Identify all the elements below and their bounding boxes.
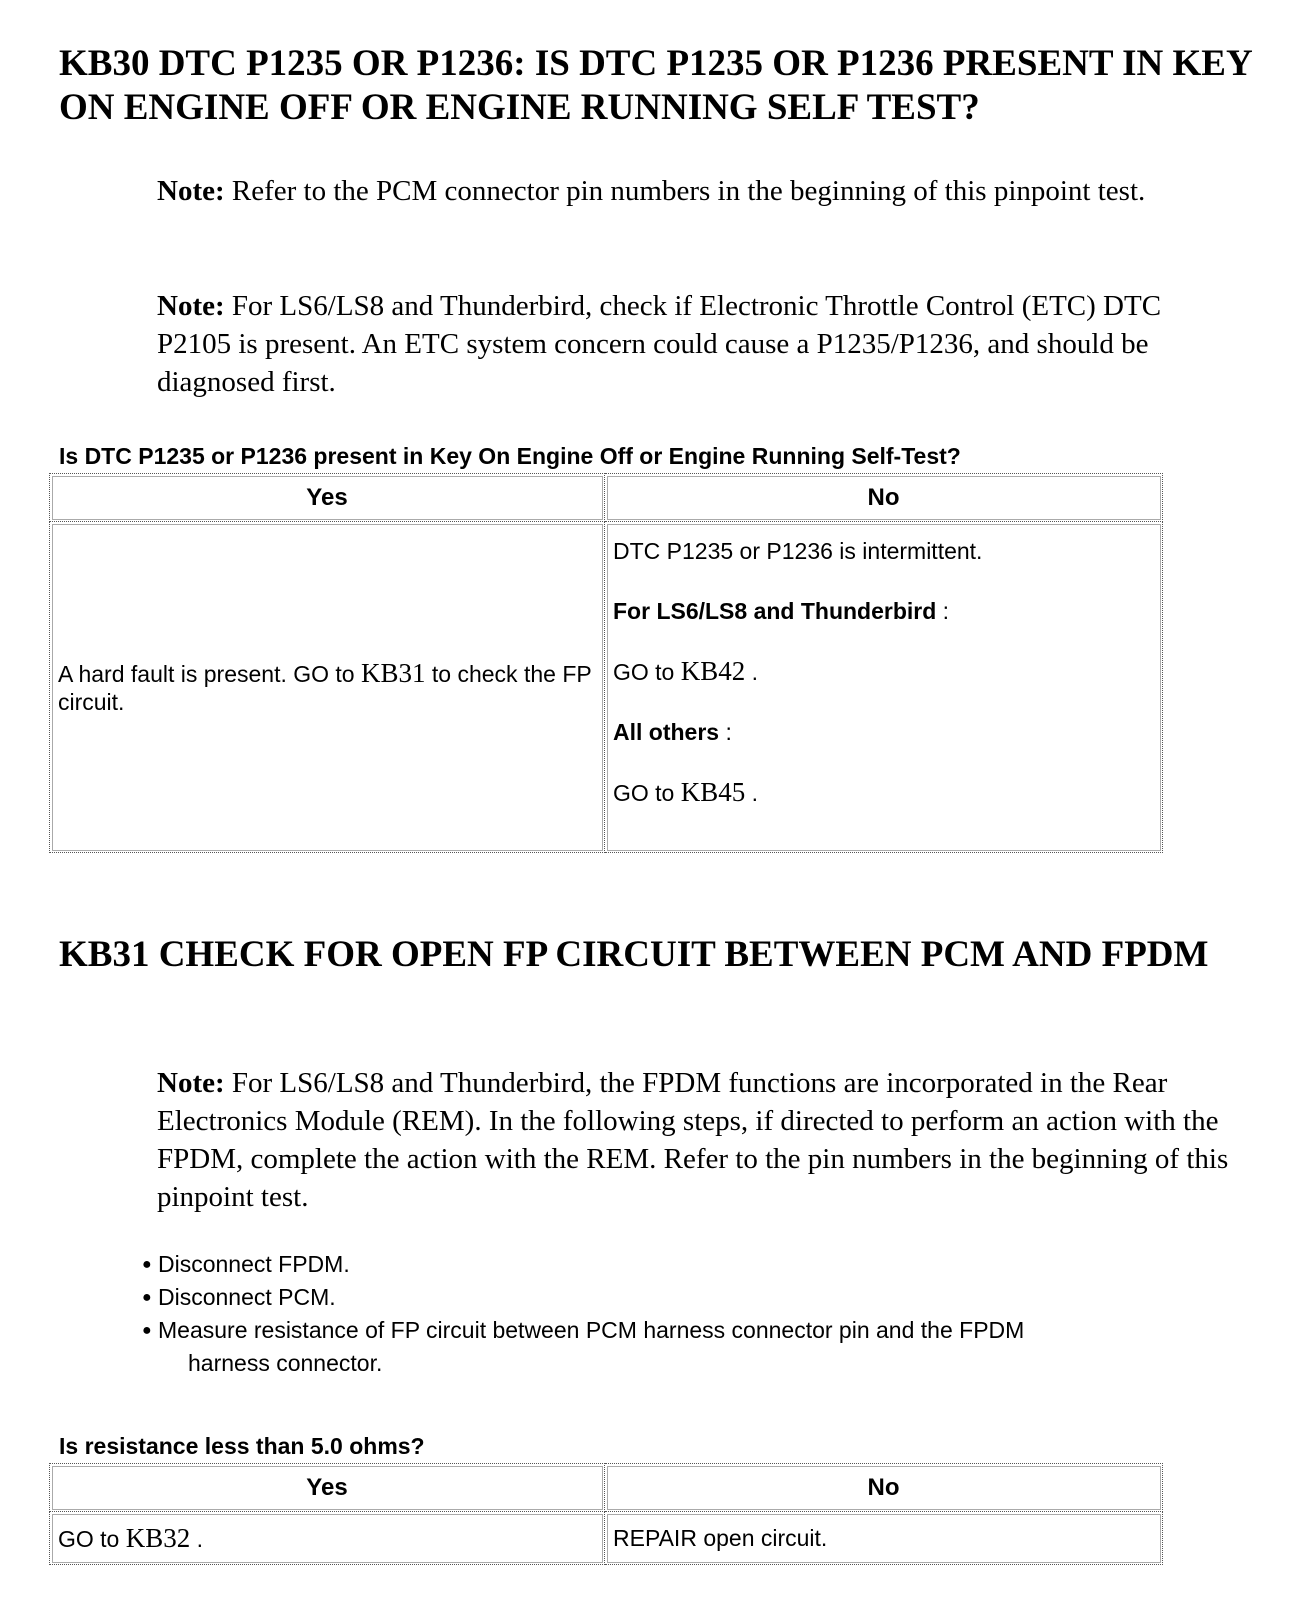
kb31-steps-list — [138, 1248, 1218, 1380]
no-label-others — [613, 717, 1154, 747]
table-row — [50, 522, 1163, 853]
go-text: GO to — [613, 659, 681, 685]
list-item — [138, 1281, 1218, 1314]
kb31-note — [157, 1064, 1237, 1216]
note-text: For LS6/LS8 and Thunderbird, check if Electronic Throttle Control (ETC) DTC P2105 is present. An ETC system concern could cause a P1235/P1236, and should be diagnosed first. — [157, 290, 1162, 398]
go-text: GO to — [613, 780, 681, 806]
bullet-icon: ● — [142, 1289, 152, 1306]
kb30-question: Is DTC P1235 or P1236 present in Key On Engine Off or Engine Running Self-Test? — [59, 443, 961, 469]
yes-header: Yes — [50, 1464, 605, 1512]
kb31-decision-table — [49, 1463, 1163, 1565]
yes-text: A hard fault is present. GO to — [58, 661, 361, 687]
note-text: For LS6/LS8 and Thunderbird, the FPDM functions are incorporated in the Rear Electronics Module (REM). In the following steps, if directed to perform an action with the FPDM, complete the action with the REM. Refer to the pin numbers in the beginning of this pinpoint test. — [157, 1067, 1229, 1213]
step-text: Disconnect FPDM. — [158, 1251, 350, 1277]
bullet-icon: ● — [142, 1322, 152, 1339]
others-label: All others — [613, 719, 720, 745]
yes-cell — [50, 522, 605, 853]
kb30-decision-table — [49, 473, 1163, 853]
link-kb32[interactable]: KB32 — [125, 1522, 191, 1553]
kb31-question: Is resistance less than 5.0 ohms? — [59, 1433, 425, 1459]
kb30-note-1 — [157, 172, 1237, 210]
no-cell — [605, 522, 1163, 853]
list-item — [138, 1248, 1218, 1281]
yes-text-cont: to check the FP circuit. — [58, 661, 592, 715]
period: . — [745, 659, 759, 685]
period: . — [745, 780, 759, 806]
note-label: Note: — [157, 290, 225, 322]
colon: : — [936, 598, 950, 624]
note-label: Note: — [157, 1067, 225, 1099]
ls6-label: For LS6/LS8 and Thunderbird — [613, 598, 937, 624]
list-item — [138, 1314, 1218, 1380]
step-text: Measure resistance of FP circuit between PCM harness connector pin and the FPDM — [158, 1317, 1025, 1343]
period: . — [190, 1525, 204, 1552]
no-header: No — [605, 1464, 1163, 1512]
no-go-kb45 — [613, 777, 1154, 808]
no-header: No — [605, 474, 1163, 522]
kb30-note-2 — [157, 287, 1237, 401]
table-header-row — [50, 474, 1163, 522]
no-go-kb42 — [613, 656, 1154, 687]
step-text: Disconnect PCM. — [158, 1284, 336, 1310]
link-kb31[interactable]: KB31 — [361, 658, 426, 688]
bullet-icon: ● — [142, 1256, 152, 1273]
table-header-row — [50, 1464, 1163, 1512]
go-text: GO to — [58, 1525, 126, 1552]
note-label: Note: — [157, 175, 225, 207]
no-intermittent-text: DTC P1235 or P1236 is intermittent. — [613, 538, 983, 564]
no-label-ls6 — [613, 596, 1154, 626]
kb31-heading: KB31 CHECK FOR OPEN FP CIRCUIT BETWEEN PCM AND FPDM — [59, 934, 1209, 975]
link-kb45[interactable]: KB45 — [680, 777, 746, 807]
yes-cell — [50, 1512, 605, 1565]
table-row — [50, 1512, 1163, 1565]
yes-header: Yes — [50, 474, 605, 522]
link-kb42[interactable]: KB42 — [680, 656, 746, 686]
kb30-heading: KB30 DTC P1235 OR P1236: IS DTC P1235 OR P1236 PRESENT IN KEY ON ENGINE OFF OR ENGINE RUNNING SELF TEST? — [59, 43, 1252, 128]
no-cell: REPAIR open circuit. — [605, 1512, 1163, 1565]
colon: : — [719, 719, 732, 745]
step-text-cont: harness connector. — [188, 1350, 383, 1376]
note-text: Refer to the PCM connector pin numbers in the beginning of this pinpoint test. — [231, 175, 1146, 207]
